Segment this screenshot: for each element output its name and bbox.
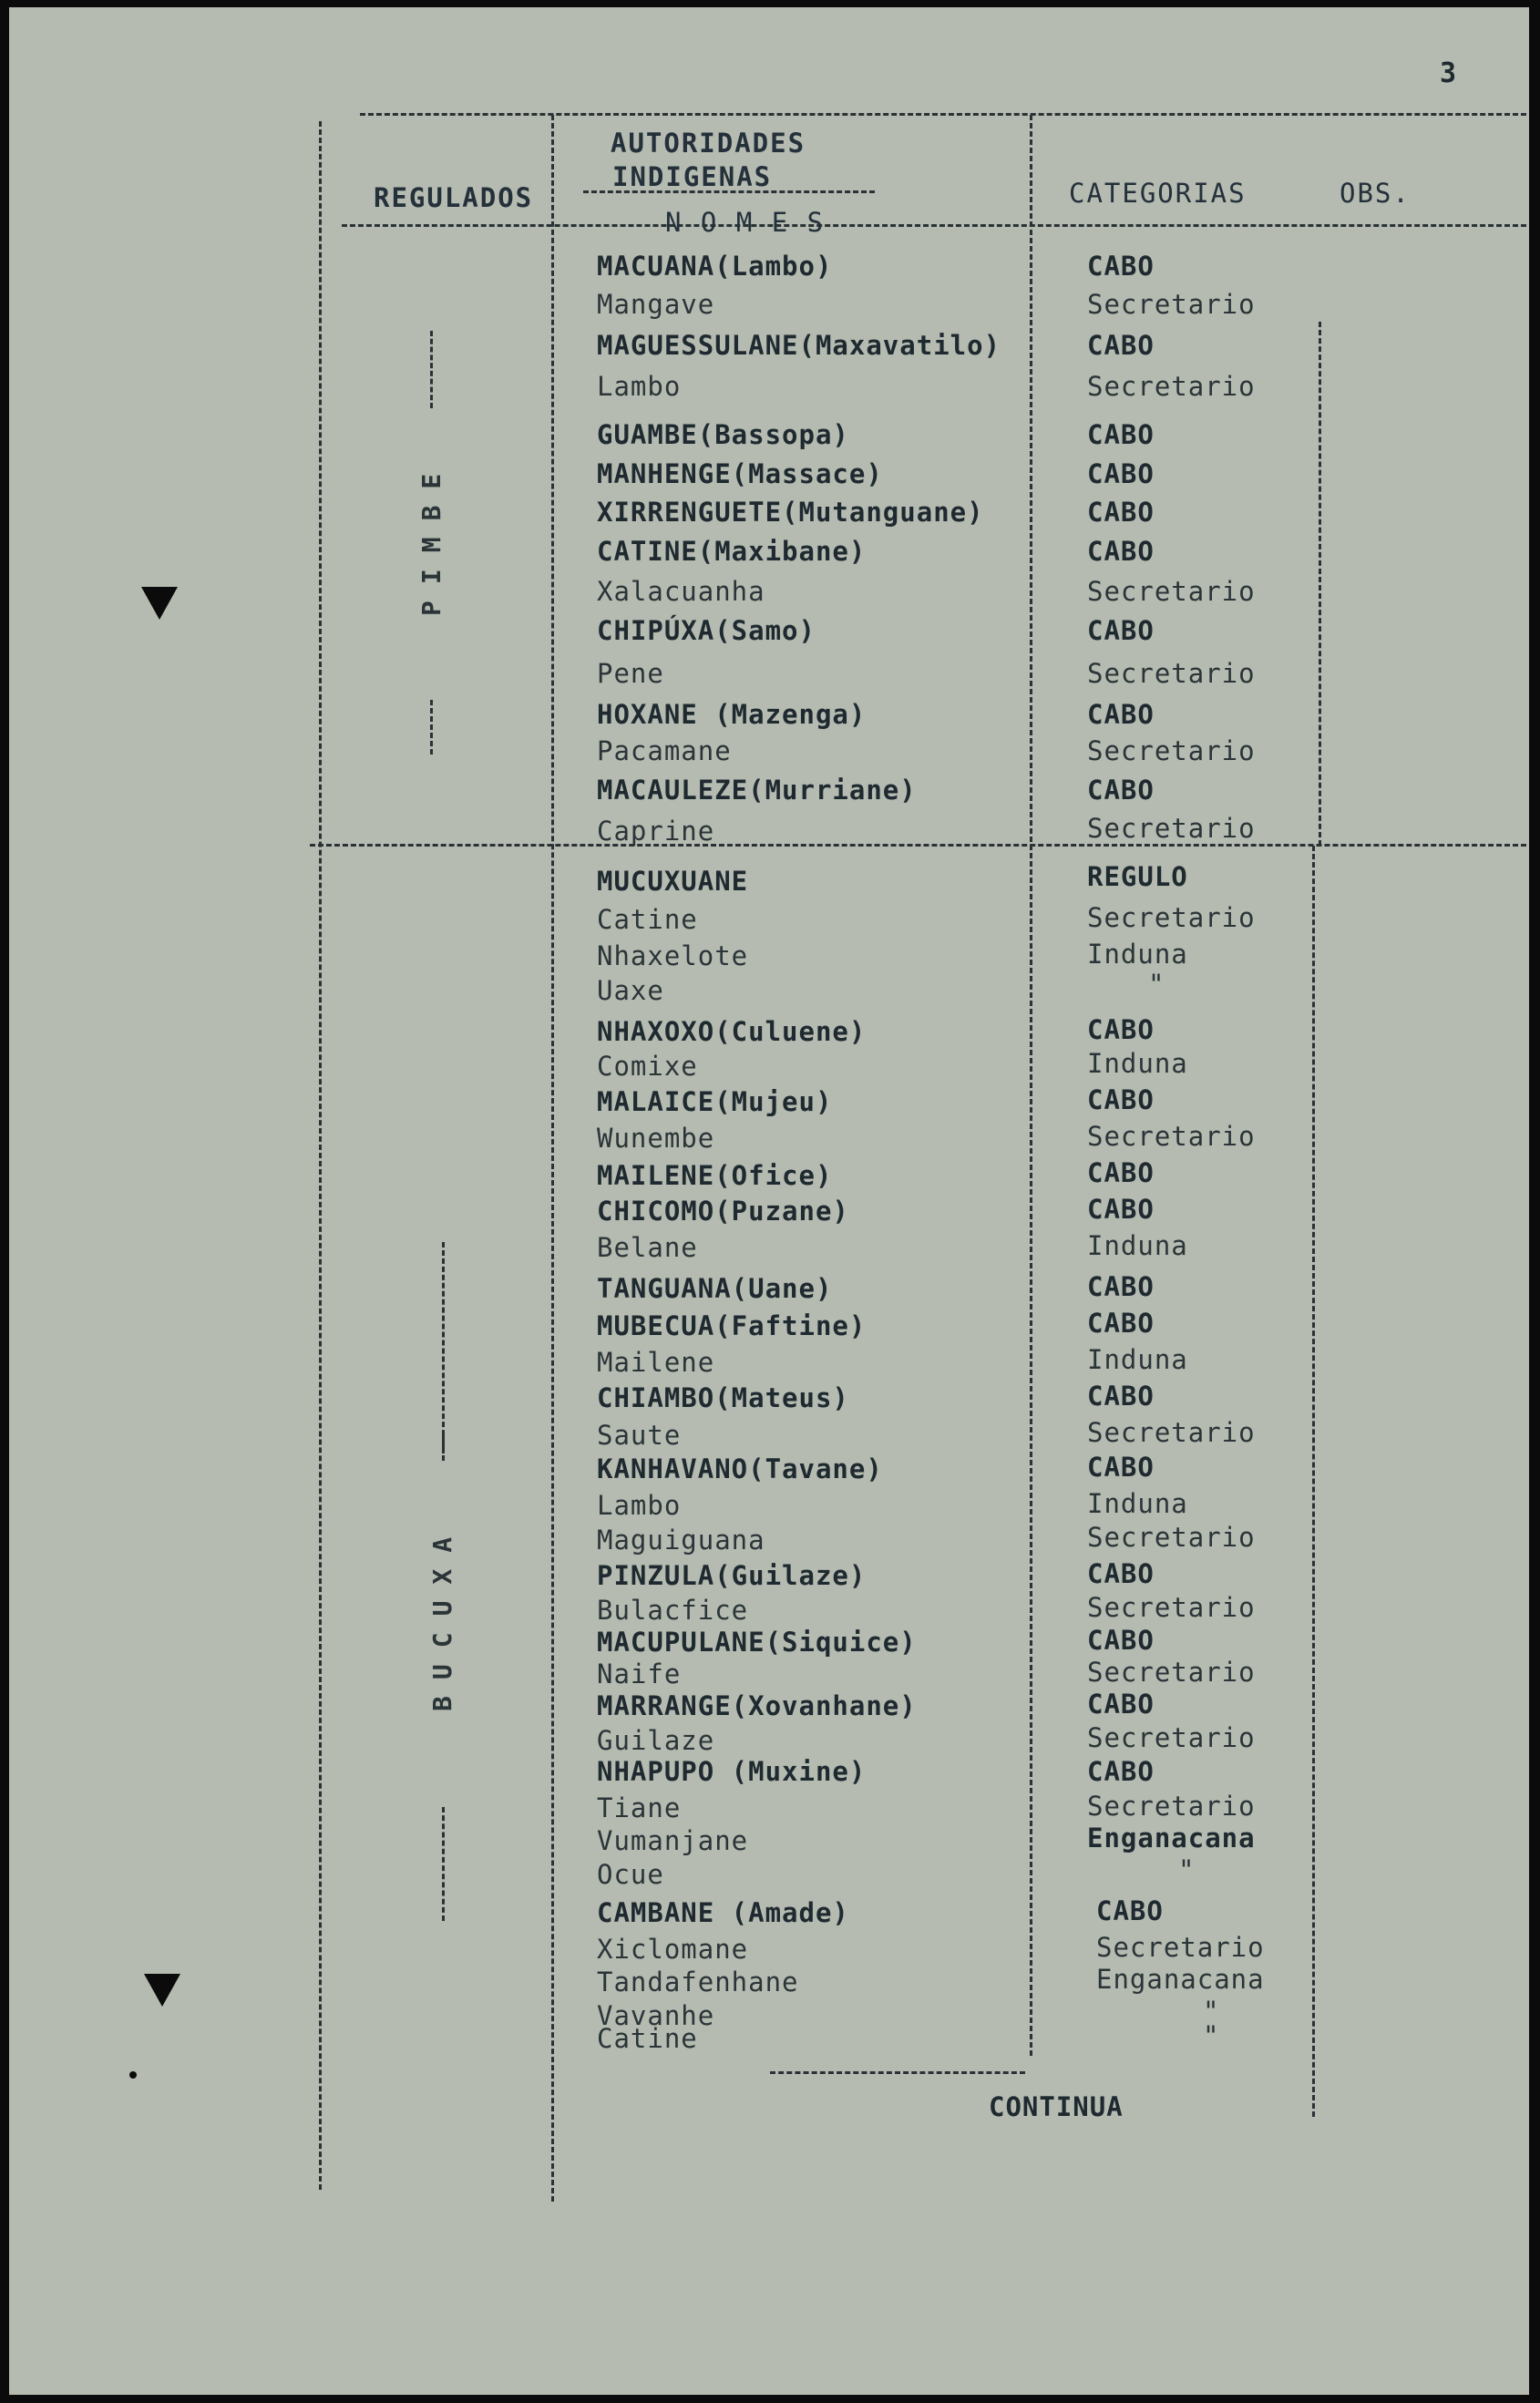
- ink-mark: [129, 2071, 137, 2079]
- regulados-header: REGULADOS: [374, 182, 534, 213]
- row-name: Maguiguana: [597, 1525, 765, 1556]
- top-rule: [360, 113, 1526, 116]
- obs-column-rule-lower: [1312, 846, 1315, 2117]
- row-category: CABO: [1087, 1308, 1155, 1339]
- row-category: REGULO: [1087, 861, 1188, 892]
- row-name: HOXANE (Mazenga): [597, 699, 867, 730]
- row-name: MACUANA(Lambo): [597, 251, 833, 282]
- row-category: Secretario: [1087, 1121, 1256, 1152]
- row-category: Secretario: [1096, 1932, 1265, 1963]
- punch-hole-top: [141, 587, 178, 620]
- row-category: CABO: [1087, 615, 1155, 646]
- row-name: XIRRENGUETE(Mutanguane): [597, 497, 984, 528]
- row-name: Lambo: [597, 1490, 682, 1521]
- row-name: Vavanhe: [597, 2000, 715, 2031]
- row-category: CABO: [1087, 1689, 1155, 1720]
- row-category: ": [1148, 969, 1165, 1000]
- row-category: Secretario: [1087, 1657, 1256, 1688]
- row-category: CABO: [1087, 1194, 1155, 1225]
- row-name: Uaxe: [597, 975, 664, 1006]
- row-name: Naife: [597, 1658, 682, 1689]
- row-name: Guilaze: [597, 1725, 715, 1756]
- row-category: Secretario: [1087, 813, 1256, 844]
- obs-column-rule-upper: [1319, 322, 1321, 846]
- row-name: CAMBANE (Amade): [597, 1897, 849, 1928]
- row-category: Secretario: [1087, 1722, 1256, 1753]
- row-category: CABO: [1096, 1895, 1164, 1926]
- row-name: Vumanjane: [597, 1825, 749, 1856]
- row-category: Secretario: [1087, 1791, 1256, 1822]
- row-name: CHICOMO(Puzane): [597, 1196, 849, 1227]
- row-category: Secretario: [1087, 735, 1256, 766]
- row-name: Xalacuanha: [597, 576, 765, 607]
- continua-label: CONTINUA: [989, 2091, 1124, 2122]
- row-category: Induna: [1087, 1230, 1188, 1261]
- row-category: Induna: [1087, 939, 1188, 970]
- row-category: CABO: [1087, 330, 1155, 361]
- row-category: CABO: [1087, 1625, 1155, 1656]
- row-category: CABO: [1087, 1452, 1155, 1483]
- row-name: CATINE(Maxibane): [597, 536, 867, 567]
- row-category: CABO: [1087, 251, 1155, 282]
- bucuxa-bracket-mid: [442, 1433, 445, 1461]
- row-name: Lambo: [597, 371, 682, 402]
- row-name: PINZULA(Guilaze): [597, 1560, 867, 1591]
- row-category: Enganacana: [1096, 1964, 1265, 1995]
- row-category: Induna: [1087, 1488, 1188, 1519]
- row-name: MACUPULANE(Siquice): [597, 1627, 917, 1658]
- row-category: CABO: [1087, 1157, 1155, 1188]
- regulados-column-rule: [551, 115, 554, 2202]
- categorias-header: CATEGORIAS: [1069, 178, 1247, 209]
- group-separator: [310, 844, 1526, 847]
- row-category: CABO: [1087, 1756, 1155, 1787]
- header-rule: [342, 224, 1526, 227]
- row-name: TANGUANA(Uane): [597, 1273, 833, 1304]
- row-name: Comixe: [597, 1051, 698, 1082]
- row-name: Saute: [597, 1420, 682, 1451]
- row-category: ": [1178, 1854, 1196, 1885]
- punch-hole-bottom: [144, 1974, 180, 2007]
- row-category: CABO: [1087, 536, 1155, 567]
- row-name: MANHENGE(Massace): [597, 458, 883, 489]
- row-name: Pene: [597, 658, 664, 689]
- row-category: Secretario: [1087, 1522, 1256, 1553]
- row-category: Enganacana: [1087, 1823, 1256, 1854]
- row-name: CHIAMBO(Mateus): [597, 1382, 849, 1413]
- row-category: Secretario: [1087, 289, 1256, 320]
- bucuxa-bracket-bottom: [442, 1807, 445, 1921]
- row-category: Secretario: [1087, 371, 1256, 402]
- row-name: Tandafenhane: [597, 1967, 799, 1997]
- nomes-header: N O M E S: [665, 207, 826, 238]
- row-category: Induna: [1087, 1048, 1188, 1079]
- indigenas-header: INDIGENAS: [612, 161, 773, 192]
- row-category: CABO: [1087, 1271, 1155, 1302]
- row-name: Xiclomane: [597, 1934, 749, 1965]
- row-name: Catine: [597, 2023, 698, 2054]
- row-name: Mangave: [597, 289, 715, 320]
- regulado-pimbe-label: PIMBE: [416, 457, 447, 616]
- row-category: CABO: [1087, 1084, 1155, 1115]
- row-name: MAGUESSULANE(Maxavatilo): [597, 330, 1001, 361]
- row-name: Tiane: [597, 1792, 682, 1823]
- row-name: Caprine: [597, 816, 715, 847]
- left-border: [319, 121, 322, 2190]
- row-category: CABO: [1087, 419, 1155, 450]
- row-name: Mailene: [597, 1347, 715, 1378]
- row-category: CABO: [1087, 497, 1155, 528]
- row-category: CABO: [1087, 1381, 1155, 1412]
- obs-header: OBS.: [1340, 178, 1411, 209]
- row-name: Catine: [597, 904, 698, 935]
- row-category: Secretario: [1087, 576, 1256, 607]
- row-name: KANHAVANO(Tavane): [597, 1453, 883, 1484]
- row-name: Wunembe: [597, 1123, 715, 1154]
- row-category: CABO: [1087, 699, 1155, 730]
- row-name: MAILENE(Ofice): [597, 1160, 833, 1191]
- autoridades-header: AUTORIDADES: [611, 128, 806, 159]
- regulado-bucuxa-label: BUCUXA: [427, 1520, 457, 1711]
- row-name: MUBECUA(Faftine): [597, 1310, 867, 1341]
- row-category: CABO: [1087, 1558, 1155, 1589]
- row-name: Nhaxelote: [597, 940, 749, 971]
- row-category: Secretario: [1087, 902, 1256, 933]
- row-category: Secretario: [1087, 1417, 1256, 1448]
- pimbe-bracket-bottom: [430, 700, 433, 755]
- row-category: ": [1203, 2020, 1220, 2051]
- row-name: Bulacfice: [597, 1595, 749, 1626]
- page-number: 3: [1439, 57, 1456, 89]
- pimbe-bracket-top: [430, 331, 433, 408]
- row-name: Ocue: [597, 1859, 664, 1890]
- row-category: CABO: [1087, 1014, 1155, 1045]
- row-name: MACAULEZE(Murriane): [597, 775, 917, 806]
- row-name: MARRANGE(Xovanhane): [597, 1690, 917, 1721]
- row-category: Secretario: [1087, 658, 1256, 689]
- row-name: CHIPÚXA(Samo): [597, 615, 816, 646]
- row-category: ": [1203, 1996, 1220, 2027]
- row-name: Pacamane: [597, 735, 732, 766]
- row-category: CABO: [1087, 458, 1155, 489]
- document-page: [9, 7, 1529, 2395]
- row-name: NHAPUPO (Muxine): [597, 1756, 867, 1787]
- row-category: Secretario: [1087, 1592, 1256, 1623]
- row-name: GUAMBE(Bassopa): [597, 419, 849, 450]
- row-category: Induna: [1087, 1344, 1188, 1375]
- bucuxa-bracket-top: [442, 1242, 445, 1452]
- row-category: CABO: [1087, 775, 1155, 806]
- row-name: NHAXOXO(Culuene): [597, 1016, 867, 1047]
- row-name: Belane: [597, 1232, 698, 1263]
- nomes-column-rule: [1030, 115, 1032, 2056]
- row-name: MUCUXUANE: [597, 866, 749, 897]
- end-rule: [770, 2071, 1025, 2074]
- row-name: MALAICE(Mujeu): [597, 1086, 833, 1117]
